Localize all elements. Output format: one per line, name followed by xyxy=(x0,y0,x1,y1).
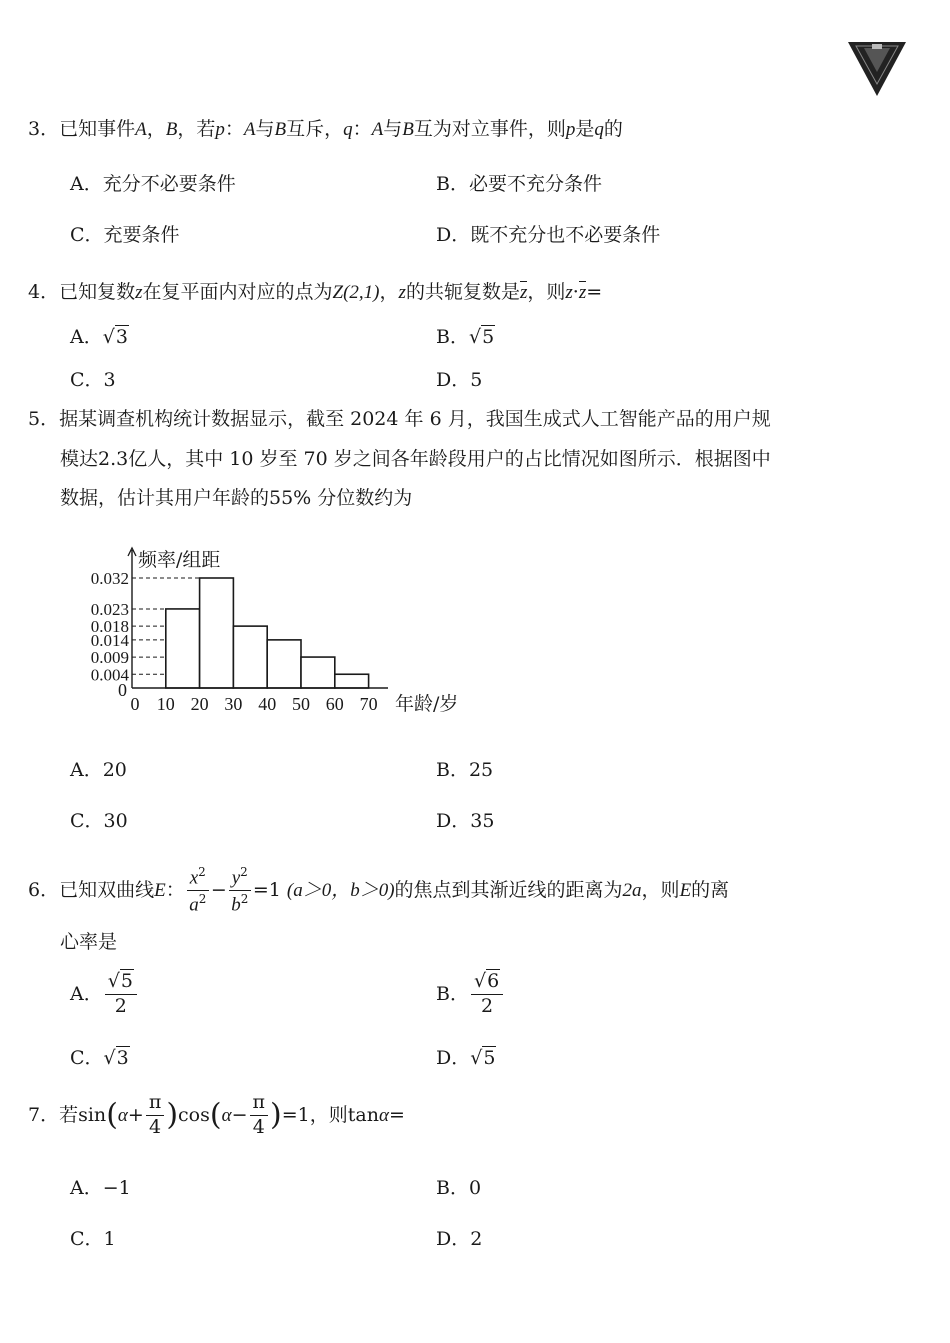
q5-option-a[interactable]: A．20 xyxy=(70,759,127,781)
y-tick-label-4: 0.009 xyxy=(90,648,129,668)
histogram-bar-10-20 xyxy=(166,609,200,688)
q7-option-a[interactable]: A．−1 xyxy=(70,1177,131,1199)
x-tick-label-7: 70 xyxy=(359,694,378,714)
histogram-bar-30-40 xyxy=(233,626,267,688)
y-tick-label-0: 0.032 xyxy=(90,569,129,588)
y2-over-b2: $\frac{y^2}{b^2}$ xyxy=(229,866,251,916)
question-5-line-3: 数据，估计其用户年龄的55% 分位数约为 xyxy=(60,487,413,509)
q6-option-d[interactable]: D．√5 xyxy=(436,1047,496,1069)
y-tick-label-5: 0.004 xyxy=(90,665,129,685)
y-tick-label-3: 0.014 xyxy=(90,630,129,650)
q7-option-c[interactable]: C．1 xyxy=(70,1228,116,1250)
histogram-bar-60-70 xyxy=(335,674,369,688)
histogram-bar-40-50 xyxy=(267,640,301,688)
q6-option-c[interactable]: C．√3 xyxy=(70,1047,129,1069)
q4-option-c[interactable]: C．3 xyxy=(70,369,116,391)
q5-option-b[interactable]: B．25 xyxy=(436,759,494,781)
q5-option-d[interactable]: D．35 xyxy=(436,810,495,832)
q3-option-d[interactable]: D．既不充分也不必要条件 xyxy=(436,224,661,246)
x-tick-label-6: 60 xyxy=(325,694,344,714)
x-tick-label-0: 0 xyxy=(130,694,140,714)
q3-option-b[interactable]: B．必要不充分条件 xyxy=(436,173,602,195)
y-axis-label: 频率/组距 xyxy=(138,549,221,571)
q4-option-a[interactable]: A．√3 xyxy=(70,326,128,348)
question-5-line-2: 模达2.3亿人，其中 10 岁至 70 岁之间各年龄段用户的占比情况如图所示．根据图中 xyxy=(60,448,771,470)
x2-over-a2: $\frac{x^2}{a^2}$ xyxy=(187,866,209,916)
q3-option-c[interactable]: C．充要条件 xyxy=(70,224,180,246)
q4-option-b[interactable]: B．√5 xyxy=(436,326,495,348)
x-tick-label-5: 50 xyxy=(292,694,310,714)
q4-option-d[interactable]: D．5 xyxy=(436,369,483,391)
origin-label: 0 xyxy=(118,680,127,700)
histogram-bar-50-60 xyxy=(301,657,335,688)
age-histogram xyxy=(70,540,480,720)
x-tick-label-4: 40 xyxy=(258,694,277,714)
histogram-bar-20-30 xyxy=(200,578,234,688)
x-tick-label-1: 10 xyxy=(156,694,175,714)
x-tick-label-2: 20 xyxy=(190,694,209,714)
x-tick-label-3: 30 xyxy=(224,694,243,714)
q6-option-a[interactable]: A． $\frac{√5}{2}$ xyxy=(70,972,139,1017)
question-6-stem: 6．已知双曲线E： $\frac{x^2}{a^2}$ − $\frac{y^2}{b^2}$ =1 (a＞0，b＞0)的焦点到其渐近线的距离为2a，则E的离 xyxy=(28,865,730,916)
y-tick-label-2: 0.018 xyxy=(90,617,129,637)
corner-logo xyxy=(846,40,908,98)
question-6-line-2: 心率是 xyxy=(60,931,118,953)
q7-option-b[interactable]: B．0 xyxy=(436,1177,482,1199)
question-4-stem: 4．已知复数z在复平面内对应的点为Z(2,1)，z的共轭复数是z，则z·z= xyxy=(28,281,603,303)
question-3-stem: 3．已知事件A，B，若p：A与B互斥，q：A与B互为对立事件，则p是q的 xyxy=(28,118,623,140)
q6-option-b[interactable]: B． $\frac{√6}{2}$ xyxy=(436,972,505,1017)
x-axis-label: 年龄/岁 xyxy=(395,693,459,715)
q5-option-c[interactable]: C．30 xyxy=(70,810,128,832)
question-5-line-1: 5．据某调查机构统计数据显示，截至 2024 年 6 月，我国生成式人工智能产品的用户规 xyxy=(28,408,771,430)
question-7-stem: 7．若sin(α+ $\frac{\pi}{4}$ )cos(α− $\frac{\pi}{4}$ )=1，则tanα= xyxy=(28,1091,405,1138)
q7-option-d[interactable]: D．2 xyxy=(436,1228,483,1250)
y-tick-label-1: 0.023 xyxy=(90,599,129,619)
q3-option-a[interactable]: A．充分不必要条件 xyxy=(70,173,236,195)
